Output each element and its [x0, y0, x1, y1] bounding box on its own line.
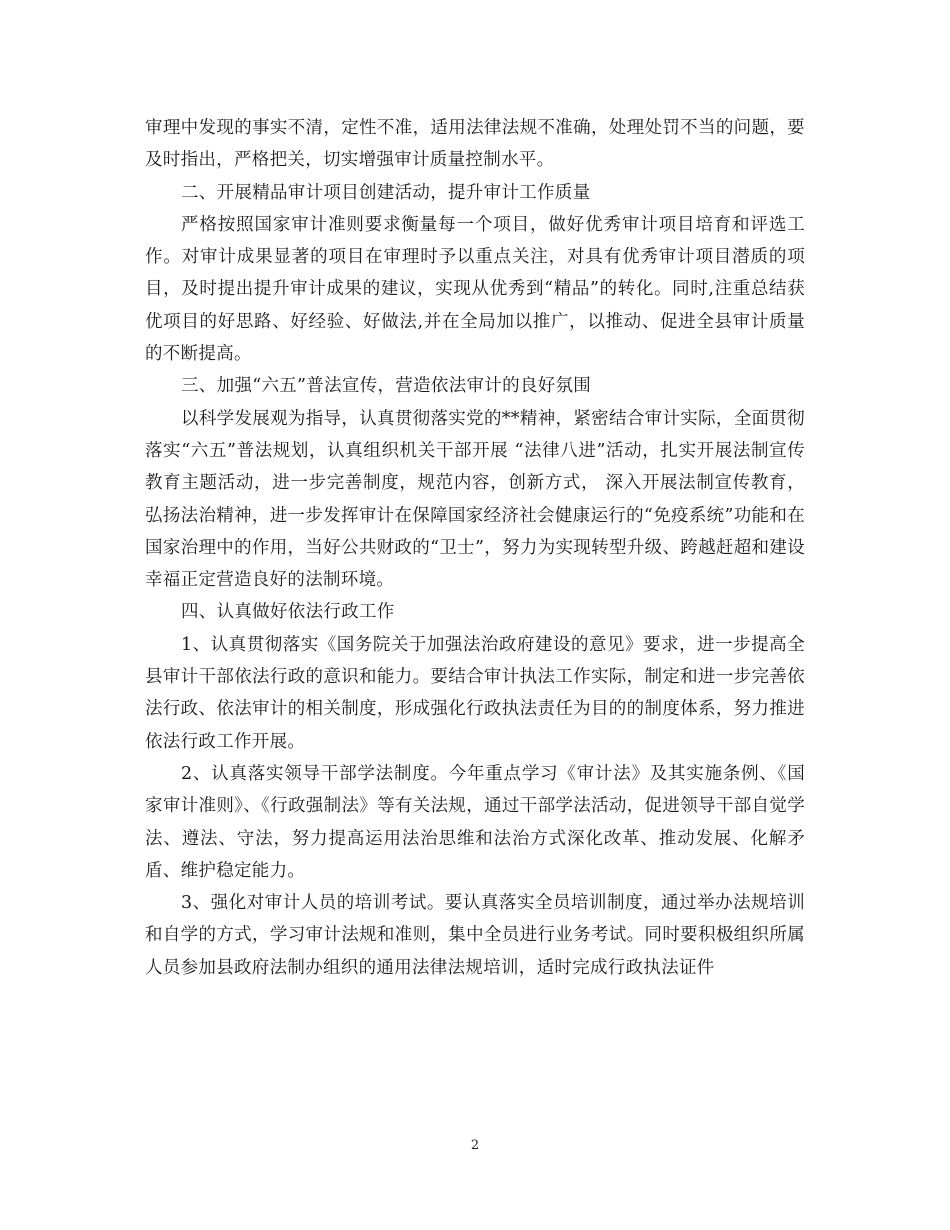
section-heading: 四、认真做好依法行政工作 [181, 602, 395, 623]
body-paragraph: 3、强化对审计人员的培训考试。要认真落实全员培训制度，通过举办法规培训和自学的方式，学习审计法规和准则，集中全员进行业务考试。同时要积极组织所属人员参加县政府法制办组织的通用法律法规培训，适时完成行政执法证件 [145, 893, 805, 978]
body-paragraph: 1、认真贯彻落实《国务院关于加强法治政府建设的意见》要求，进一步提高全县审计干部依法行政的意识和能力。要结合审计执法工作实际，制定和进一步完善依法行政、依法审计的相关制度，形成强化行政执法责任为目的的制度体系，努力推进依法行政工作开展。 [145, 634, 805, 752]
body-paragraph: 严格按照国家审计准则要求衡量每一个项目，做好优秀审计项目培育和评选工作。对审计成果显著的项目在审理时予以重点关注，对具有优秀审计项目潜质的项目，及时提出提升审计成果的建议，实现从优秀到“精品”的转化。同时,注重总结获优项目的好思路、好经验、好做法,并在全局加以推广，以推动、促进全县审计质量的不断提高。 [145, 214, 805, 365]
page-number: 2 [470, 1138, 480, 1153]
document-page [145, 112, 805, 984]
section-heading: 三、加强“六五”普法宣传，营造依法审计的良好氛围 [181, 376, 592, 397]
body-paragraph: 2、认真落实领导干部学法制度。今年重点学习《审计法》及其实施条例、《国家审计准则》、《行政强制法》等有关法规，通过干部学法活动，促进领导干部自觉学法、遵法、守法，努力提高运用法治思维和法治方式深化改革、推动发展、化解矛盾、维护稳定能力。 [145, 763, 805, 881]
body-paragraph: 审理中发现的事实不清，定性不准，适用法律法规不准确，处理处罚不当的问题，要及时指出，严格把关，切实增强审计质量控制水平。 [145, 118, 805, 171]
body-paragraph: 以科学发展观为指导，认真贯彻落实党的**精神，紧密结合审计实际，全面贯彻落实“六五”普法规划，认真组织机关干部开展 “法律八进”活动，扎实开展法制宣传教育主题活动，进一步完善制度，规范内容，创新方式， 深入开展法制宣传教育，弘扬法治精神，进一步发挥审计在保障国家经济社会健康运行的“免疫系统”功能和在国家治理中的作用，当好公共财政的“卫士”，努力为实现转型升级、跨越赶超和建设幸福正定营造良好的法制环境。 [145, 408, 805, 591]
section-heading: 二、开展精品审计项目创建活动，提升审计工作质量 [181, 182, 591, 203]
